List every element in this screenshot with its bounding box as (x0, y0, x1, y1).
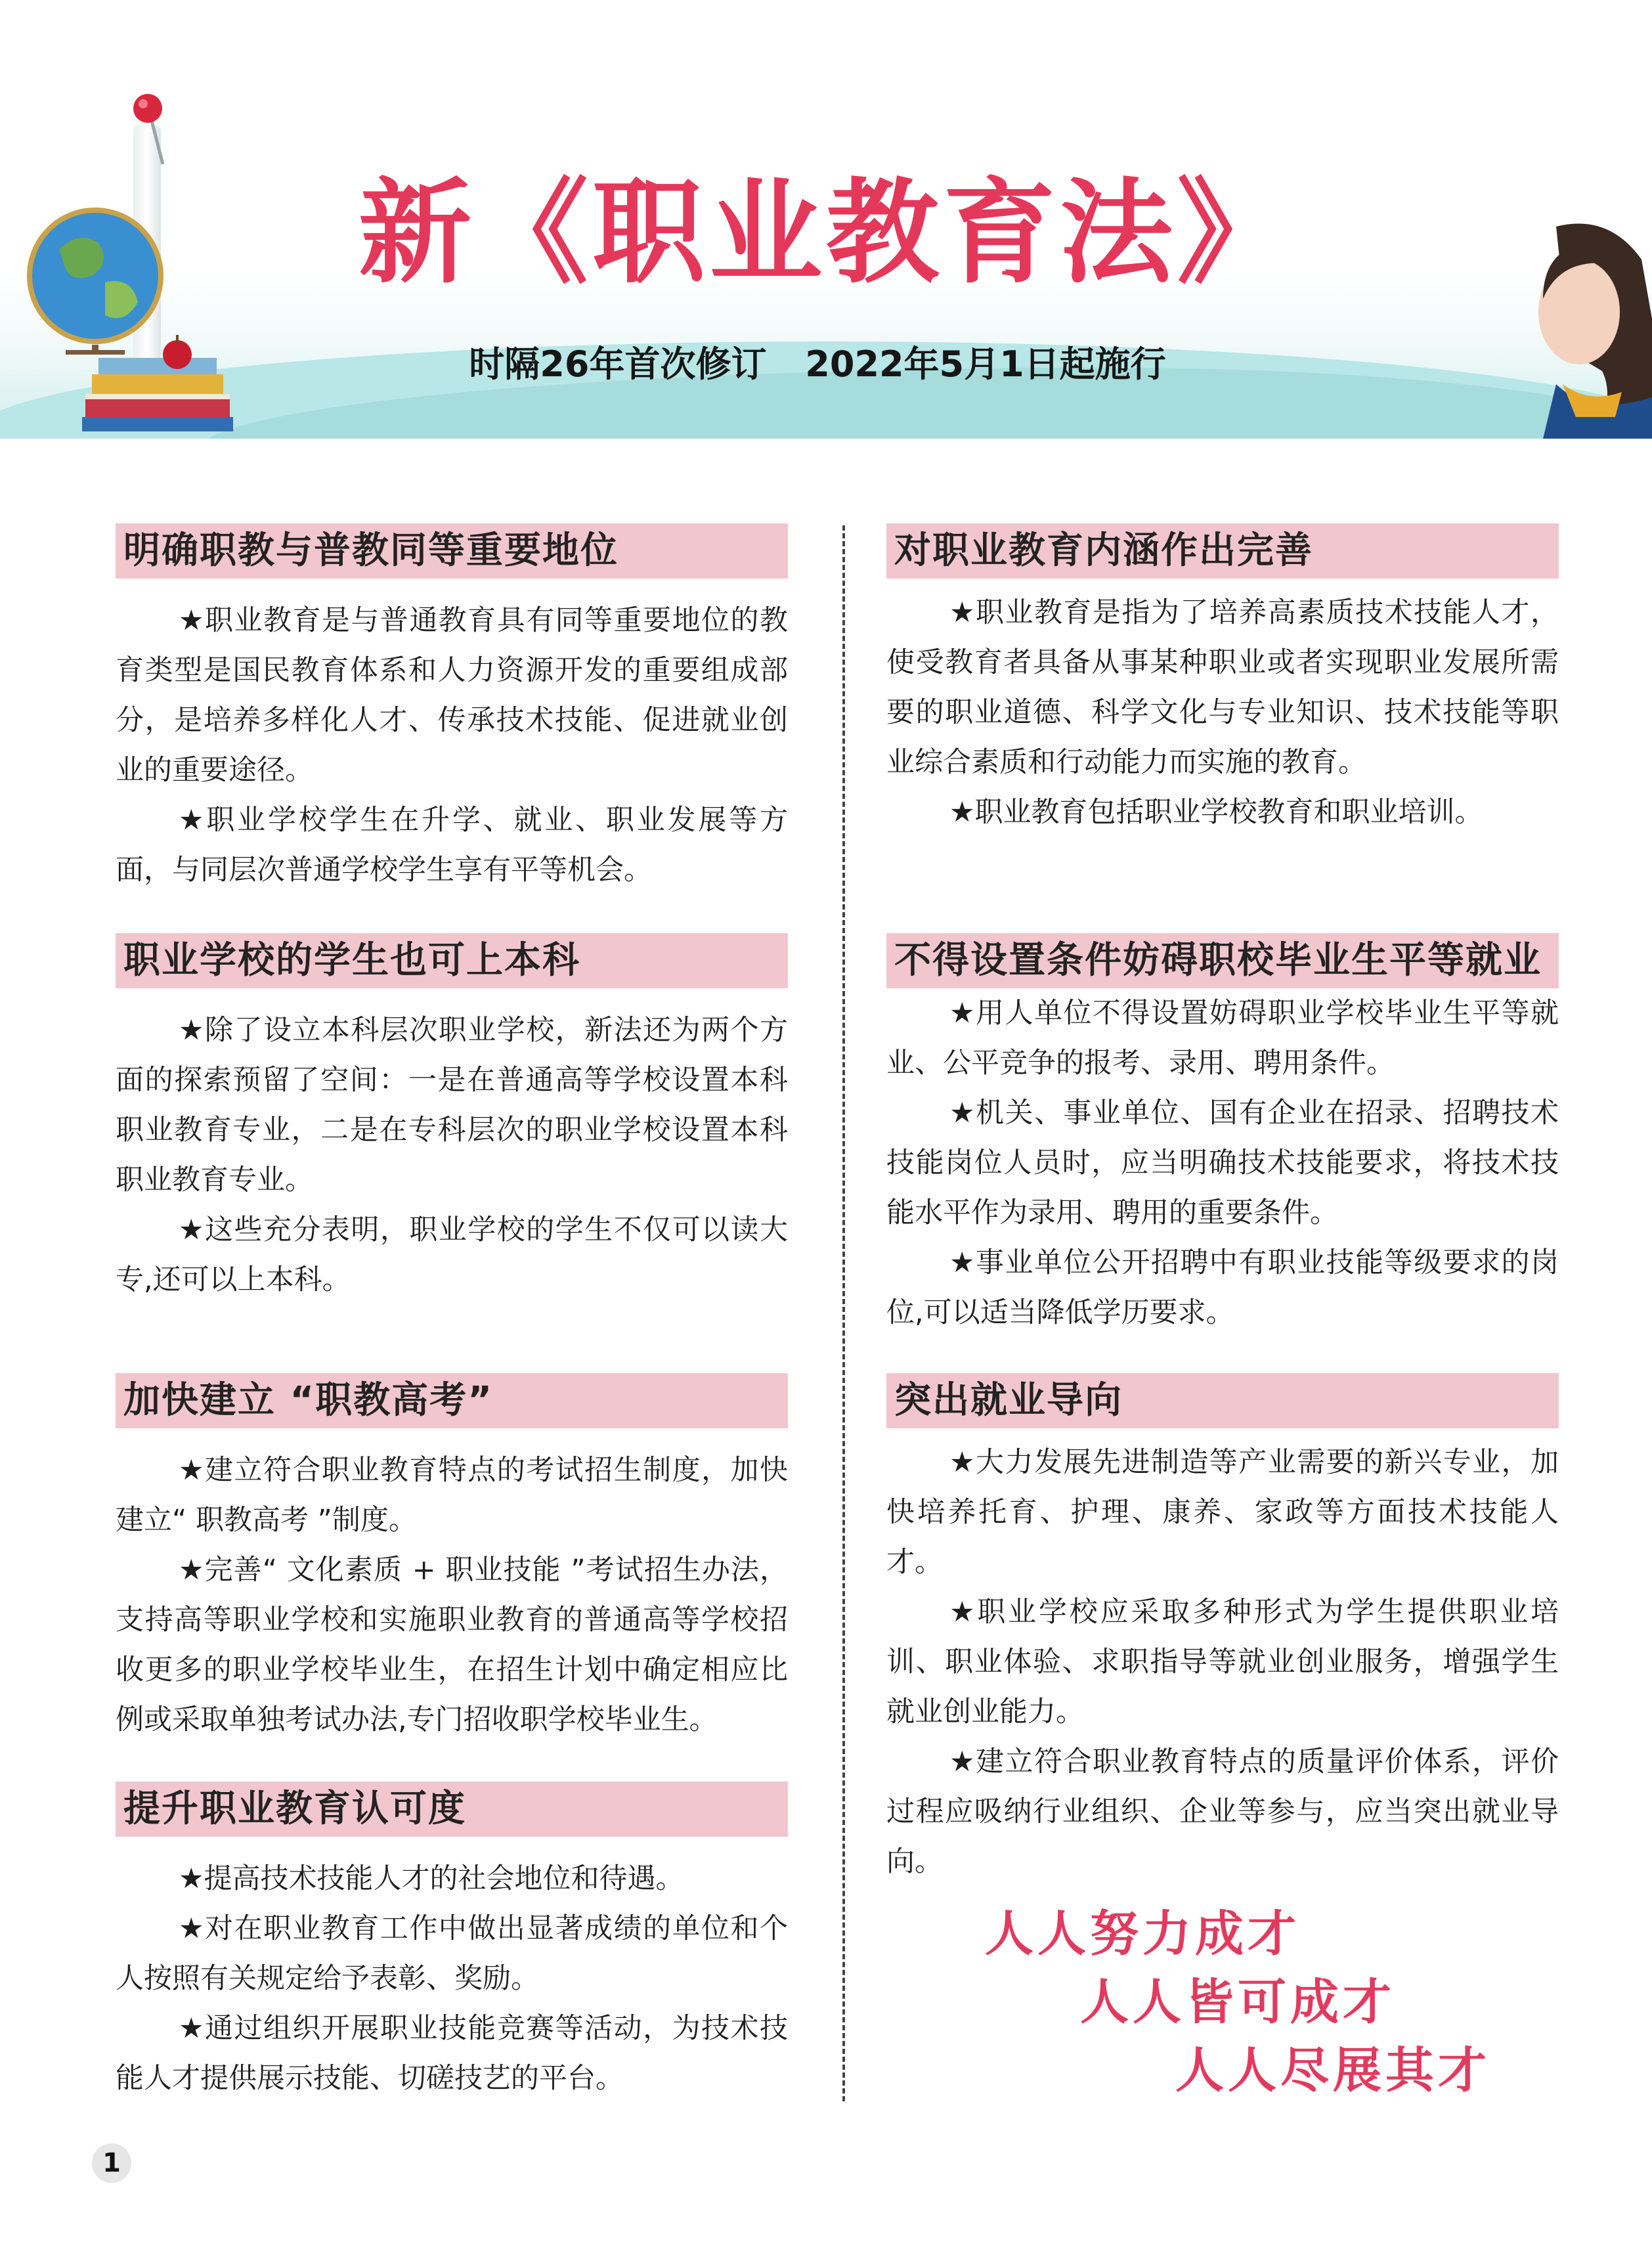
paragraph: ★职业学校应采取多种形式为学生提供职业培训、职业体验、求职指导等就业创业服务，增强学生就业创业能力。 (886, 1596, 1559, 1728)
section-equal-employment (886, 933, 1559, 1338)
section-heading: 突出就业导向 (886, 1373, 1559, 1428)
paragraph: ★完善“ 文化素质 + 职业技能 ”考试招生办法，支持高等职业学校和实施职业教育的普通高等学校招收更多的职业学校毕业生，在招生计划中确定相应比例或采取单独考试办法,专门招收职学校毕业生。 (116, 1554, 788, 1736)
slogan-line-1: 人人努力成才 (985, 1906, 1300, 1962)
apple-icon (158, 332, 197, 371)
column-divider (842, 525, 845, 2101)
section-bachelor-degree (116, 933, 788, 1305)
page-number: 1 (92, 2143, 131, 2183)
slogan-line-2: 人人皆可成才 (1080, 1974, 1395, 2030)
paragraph: ★这些充分表明，职业学校的学生不仅可以读大专,还可以上本科。 (116, 1214, 788, 1296)
header-banner (0, 0, 1652, 439)
section-heading: 职业学校的学生也可上本科 (116, 933, 788, 988)
paragraph: ★用人单位不得设置妨碍职业学校毕业生平等就业、公平竞争的报考、录用、聘用条件。 (886, 997, 1559, 1080)
section-equal-status (116, 523, 788, 895)
paragraph: ★事业单位公开招聘中有职业技能等级要求的岗位,可以适当降低学历要求。 (886, 1246, 1559, 1329)
paragraph: ★职业教育是指为了培养高素质技术技能人才，使受教育者具备从事某种职业或者实现职业发展所需要的职业道德、科学文化与专业知识、技术技能等职业综合素质和行动能力而实施的教育。 (886, 596, 1559, 779)
paragraph: ★提高技术技能人才的社会地位和待遇。 (179, 1862, 684, 1895)
paragraph: ★建立符合职业教育特点的考试招生制度，加快建立“ 职教高考 ”制度。 (116, 1454, 788, 1537)
paragraph: ★职业教育是与普通教育具有同等重要地位的教育类型是国民教育体系和人力资源开发的重要组成部分，是培养多样化人才、传承技术技能、促进就业创业的重要途径。 (116, 604, 788, 787)
paragraph: ★机关、事业单位、国有企业在招录、招聘技术技能岗位人员时，应当明确技术技能要求，将技术技能水平作为录用、聘用的重要条件。 (886, 1097, 1559, 1229)
paragraph: ★职业学校学生在升学、就业、职业发展等方面，与同层次普通学校学生享有平等机会。 (116, 804, 788, 887)
slogan-line-3: 人人尽展其才 (1175, 2042, 1490, 2099)
page-title: 新《职业教育法》 (359, 167, 1293, 299)
section-recognition (116, 1782, 788, 2103)
page-subtitle: 时隔26年首次修订 2022年5月1日起施行 (469, 343, 1166, 385)
paragraph: ★职业教育包括职业学校教育和职业培训。 (949, 796, 1483, 829)
section-heading: 不得设置条件妨碍职校毕业生平等就业 (886, 933, 1559, 988)
section-employment-oriented (886, 1373, 1559, 1887)
paragraph: ★通过组织开展职业技能竞赛等活动，为技术技能人才提供展示技能、切磋技艺的平台。 (116, 2012, 788, 2095)
section-heading: 提升职业教育认可度 (116, 1782, 788, 1837)
paragraph: ★建立符合职业教育特点的质量评价体系，评价过程应吸纳行业组织、企业等参与，应当突出就业导向。 (886, 1745, 1559, 1878)
section-connotation (886, 523, 1559, 837)
section-heading: 明确职教与普教同等重要地位 (116, 523, 788, 579)
section-heading: 加快建立 “职教高考” (116, 1373, 788, 1428)
push-pin-icon (131, 92, 177, 171)
paragraph: ★除了设立本科层次职业学校，新法还为两个方面的探索预留了空间：一是在普通高等学校设置本科职业教育专业，二是在专科层次的职业学校设置本科职业教育专业。 (116, 1014, 788, 1196)
paragraph: ★大力发展先进制造等产业需要的新兴专业，加快培养托育、护理、康养、家政等方面技术技能人才。 (886, 1446, 1559, 1579)
section-vocational-exam (116, 1373, 788, 1745)
section-heading: 对职业教育内涵作出完善 (886, 523, 1559, 579)
paragraph: ★对在职业教育工作中做出显著成绩的单位和个人按照有关规定给予表彰、奖励。 (116, 1912, 788, 1995)
